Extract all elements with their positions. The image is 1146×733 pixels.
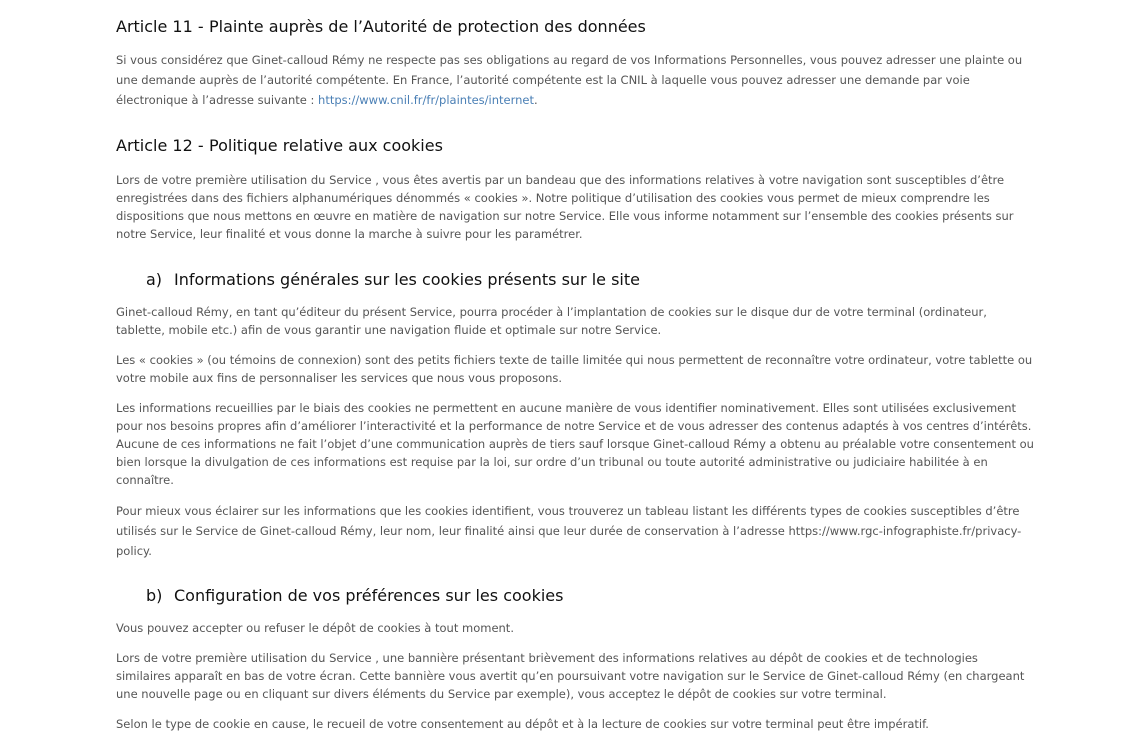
section-b-paragraph-1: Vous pouvez accepter ou refuser le dépôt de cookies à tout moment. xyxy=(116,621,514,635)
section-b-paragraph-3: Selon le type de cookie en cause, le recueil de votre consentement au dépôt et à la lecture de cookies sur votre terminal peut être impératif. xyxy=(116,717,929,731)
article-11-text: Si vous considérez que Ginet-calloud Rémy ne respecte pas ses obligations au regard de vos Informations Personnelles, vous pouvez adresser une plainte ou une demande auprès de l’autorité compétente. En France, l’autorité compétente est la CNIL à laquelle vous pouvez adresser une demande par voie électronique à l’adresse suivante : xyxy=(116,53,1023,107)
section-b-title: Configuration de vos préférences sur les cookies xyxy=(174,586,564,605)
article-12-heading xyxy=(116,133,1036,159)
article-12-intro: Lors de votre première utilisation du Service , vous êtes avertis par un bandeau que des informations relatives à votre navigation sont susceptibles d’être enregistrées dans des fichiers alphanumériques dénommés « cookies ». Notre politique d’utilisation des cookies vous permet de mieux comprendre les dispositions que nous mettons en œuvre en matière de navigation sur notre Service. Elle vous informe notamment sur l’ensemble des cookies présents sur notre Service, leur finalité et vous donne la marche à suivre pour les paramétrer. xyxy=(116,173,1014,241)
article-12-title: Politique relative aux cookies xyxy=(209,136,443,155)
article-12-number: Article 12 - xyxy=(116,136,204,155)
section-a-title: Informations générales sur les cookies présents sur le site xyxy=(174,270,640,289)
section-b-heading xyxy=(116,583,1036,609)
section-a-letter: a) xyxy=(146,270,163,289)
document-page xyxy=(116,14,1036,733)
article-11-paragraph xyxy=(116,50,1036,110)
article-11-heading xyxy=(116,14,1036,40)
section-a-paragraph-1: Ginet-calloud Rémy, en tant qu’éditeur du présent Service, pourra procéder à l’implantation de cookies sur le disque dur de votre terminal (ordinateur, tablette, mobile etc.) afin de vous garantir une navigation fluide et optimale sur notre Service. xyxy=(116,305,987,337)
article-11-number: Article 11 - xyxy=(116,17,204,36)
section-b-letter: b) xyxy=(146,586,163,605)
section-a-heading xyxy=(116,267,1036,293)
article-11-title: Plainte auprès de l’Autorité de protection des données xyxy=(209,17,646,36)
section-b-paragraph-2: Lors de votre première utilisation du Service , une bannière présentant brièvement des informations relatives au dépôt de cookies et de technologies similaires apparaît en bas de votre écran. Cette bannière vous avertit qu’en poursuivant votre navigation sur le Service de Ginet-calloud Rémy (en chargeant une nouvelle page ou en cliquant sur divers éléments du Service par exemple), vous acceptez le dépôt de cookies sur votre terminal. xyxy=(116,651,1025,701)
section-a-paragraph-3: Les informations recueillies par le biais des cookies ne permettent en aucune manière de vous identifier nominativement. Elles sont utilisées exclusivement pour nos besoins propres afin d’améliorer l’interactivité et la performance de notre Service et de vous adresser des contenus adaptés à vos centres d’intérêts. Aucune de ces informations ne fait l’objet d’une communication auprès de tiers sauf lorsque Ginet-calloud Rémy a obtenu au préalable votre consentement ou bien lorsque la divulgation de ces informations est requise par la loi, sur ordre d’un tribunal ou toute autorité administrative ou judiciaire habilitée à en connaître. xyxy=(116,401,1034,487)
section-a-paragraph-2: Les « cookies » (ou témoins de connexion) sont des petits fichiers texte de taille limitée qui nous permettent de reconnaître votre ordinateur, votre tablette ou votre mobile aux fins de personnaliser les services que nous vous proposons. xyxy=(116,353,1033,385)
section-a-paragraph-4: Pour mieux vous éclairer sur les informations que les cookies identifient, vous trouverez un tableau listant les différents types de cookies susceptibles d’être utilisés sur le Service de Ginet-calloud Rémy, leur nom, leur finalité ainsi que leur durée de conservation à l’adresse https://www.rgc-infographiste.fr/privacy-policy. xyxy=(116,504,1022,558)
cnil-complaint-link[interactable]: https://www.cnil.fr/fr/plaintes/internet xyxy=(318,93,534,107)
article-11-text-end: . xyxy=(534,93,538,107)
